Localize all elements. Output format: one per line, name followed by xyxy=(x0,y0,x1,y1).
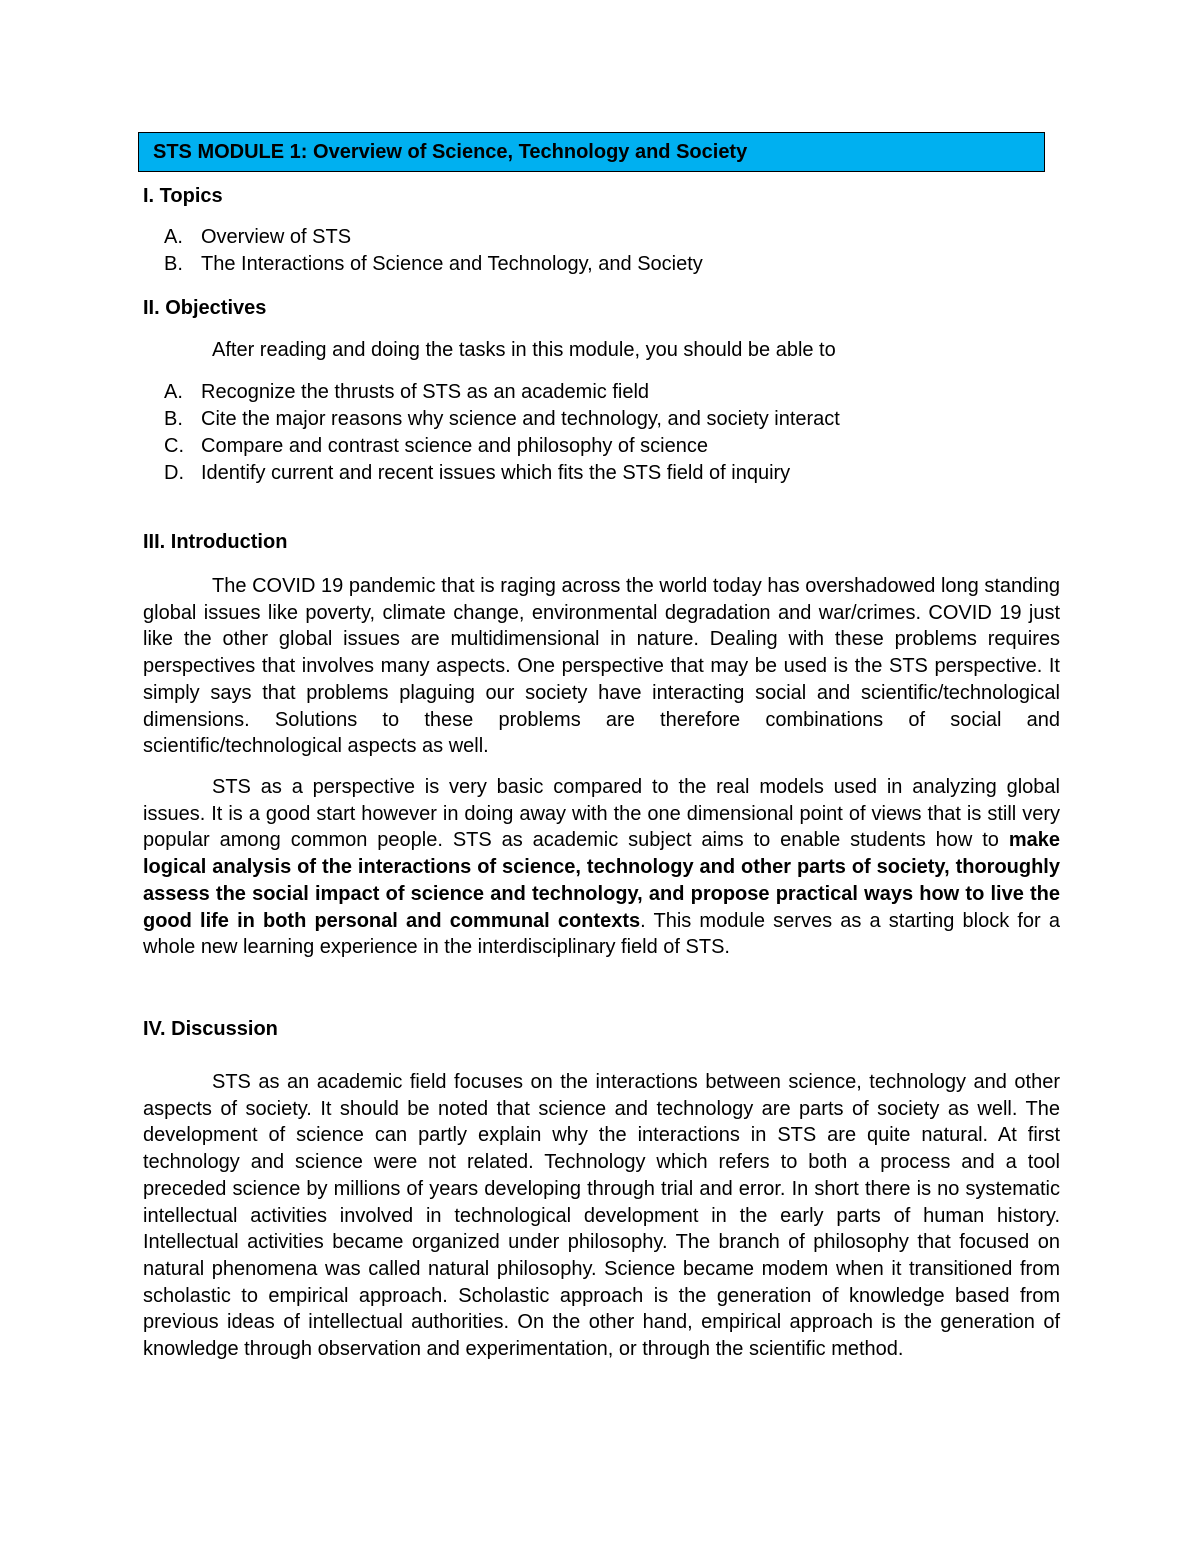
discussion-heading: IV. Discussion xyxy=(143,1018,278,1040)
topics-heading: I. Topics xyxy=(143,185,223,207)
list-text: Identify current and recent issues which fits the STS field of inquiry xyxy=(201,462,791,484)
list-text: Compare and contrast science and philosophy of science xyxy=(201,435,708,457)
objectives-list xyxy=(164,379,840,487)
paragraph-text: . This module serves as a starting block for a whole new learning experience in the interdisciplinary field of STS. xyxy=(143,909,1060,959)
introduction-paragraph-1: The COVID 19 pandemic that is raging across the world today has overshadowed long standing global issues like poverty, climate change, environmental degradation and war/crimes. COVID 19 just like the other global issues are multidimensional in nature. Dealing with these problems requires perspectives that involves many aspects. One perspective that may be used is the STS perspective. It simply says that problems plaguing our society have interacting social and scientific/technological dimensions. Solutions to these problems are therefore combinations of social and scientific/technological aspects as well. xyxy=(143,575,1060,758)
paragraph-text: STS as a perspective is very basic compared to the real models used in analyzing global issues. It is a good start however in doing away with the one dimensional point of views that is still very popular among common people. STS as academic subject aims to enable students how to xyxy=(143,776,1060,852)
discussion-paragraph-1: STS as an academic field focuses on the interactions between science, technology and other aspects of society. It should be noted that science and technology are parts of society as well. The development of science can partly explain why the interactions in STS are quite natural. At first technology and science were not related. Technology which refers to both a process and a tool preceded science by millions of years developing through trial and error. In short there is no systematic intellectual activities involved in technological development in the early parts of human history. Intellectual activities became organized under philosophy. The branch of philosophy that focused on natural phenomena was called natural philosophy. Science became modem when it transitioned from scholastic to empirical approach. Scholastic approach is the generation of knowledge based from previous ideas of intellectual authorities. On the other hand, empirical approach is the generation of knowledge through observation and experimentation, or through the scientific method. xyxy=(143,1071,1060,1361)
list-item xyxy=(164,379,840,406)
module-title: STS MODULE 1: Overview of Science, Technology and Society xyxy=(153,140,748,163)
list-text: Overview of STS xyxy=(201,226,352,248)
list-letter: B. xyxy=(164,253,183,275)
introduction-paragraph-2 xyxy=(143,774,1060,961)
list-letter: A. xyxy=(164,226,183,248)
module-title-banner xyxy=(138,132,1045,172)
list-letter: C. xyxy=(164,435,184,457)
topics-list xyxy=(164,224,703,278)
objectives-lead: After reading and doing the tasks in this module, you should be able to xyxy=(212,339,836,361)
list-item xyxy=(164,251,703,278)
introduction-heading: III. Introduction xyxy=(143,531,288,553)
list-text: Recognize the thrusts of STS as an academic field xyxy=(201,381,650,403)
list-letter: A. xyxy=(164,381,183,403)
list-item xyxy=(164,433,840,460)
list-item xyxy=(164,406,840,433)
objectives-heading: II. Objectives xyxy=(143,297,267,319)
list-item xyxy=(164,224,703,251)
list-text: The Interactions of Science and Technology, and Society xyxy=(201,253,703,275)
list-letter: B. xyxy=(164,408,183,430)
list-item xyxy=(164,460,840,487)
list-text: Cite the major reasons why science and technology, and society interact xyxy=(201,408,840,430)
list-letter: D. xyxy=(164,462,184,484)
paragraph-bold-text: make logical analysis of the interactions of science, technology and other parts of society, thoroughly assess the social impact of science and technology, and propose practical ways how to live the good life in both personal and communal contexts xyxy=(143,829,1060,932)
